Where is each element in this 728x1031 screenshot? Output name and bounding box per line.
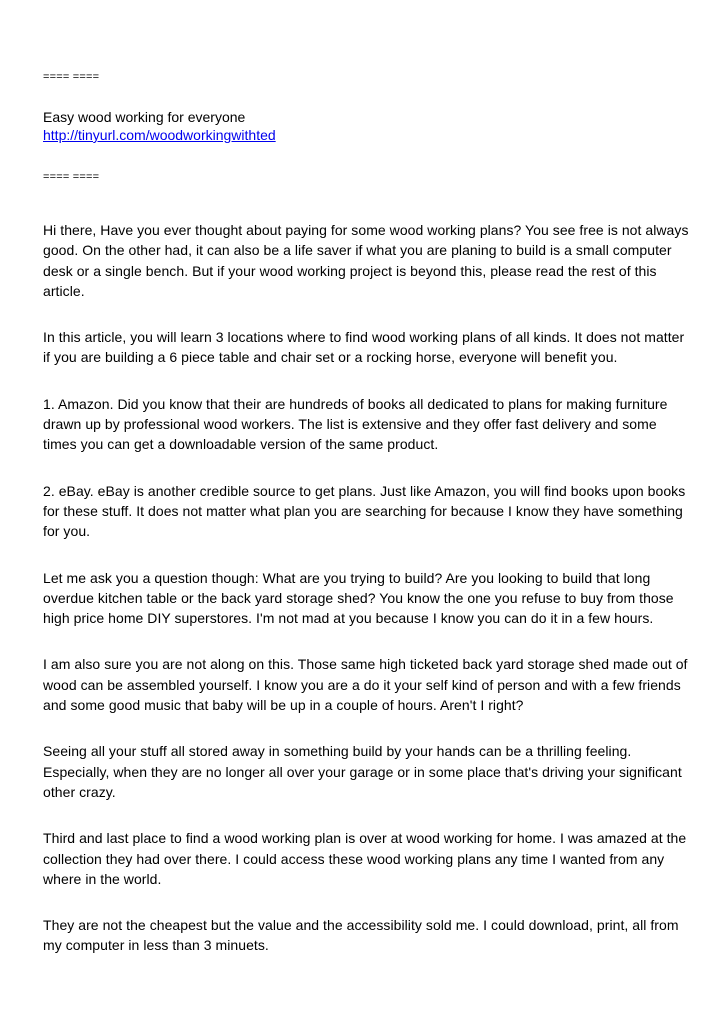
paragraph-7: Seeing all your stuff all stored away in something build by your hands can be a thrilling feeling. Especially, when they are no longer all over your garage or in some place that's driving your significant other crazy.	[43, 743, 682, 800]
paragraph-2: In this article, you will learn 3 locations where to find wood working plans of all kinds. It does not matter if you are building a 6 piece table and chair set or a rocking horse, everyone will benefit you.	[43, 329, 685, 366]
paragraph-5: Let me ask you a question though: What are you trying to build? Are you looking to build that long overdue kitchen table or the back yard storage shed? You know the one you refuse to buy from those high price home DIY superstores. I'm not mad at you because I know you can do it in a few hours.	[43, 569, 674, 627]
article-body	[43, 220, 693, 982]
paragraph-1: Hi there, Have you ever thought about paying for some wood working plans? You see free is not always good. On the other had, it can also be a life saver if what you are planing to build is a small computer desk or a single bench. But if your wood working project is beyond this, please read the rest of this article.	[43, 222, 689, 299]
paragraph-4: 2. eBay. eBay is another credible source to get plans. Just like Amazon, you will find books upon books for these stuff. It does not matter what plan you are searching for because I know they have something for you.	[43, 482, 686, 540]
paragraph-6: I am also sure you are not along on this. Those same high ticketed back yard storage shed made out of wood can be assembled yourself. I know you are a do it your self kind of person and with a few friends and some good music that baby will be up in a couple of hours. Aren't I right?	[43, 656, 688, 714]
header-title: Easy wood working for everyone	[43, 109, 246, 125]
header-link[interactable]: http://tinyurl.com/woodworkingwithted	[43, 127, 276, 143]
separator-top: ==== ====	[43, 71, 100, 83]
paragraph-3: 1. Amazon. Did you know that their are hundreds of books all dedicated to plans for making furniture drawn up by professional wood workers. The list is extensive and they offer fast delivery and some times you can get a downloadable version of the same product.	[43, 395, 668, 453]
separator-bottom: ==== ====	[43, 171, 100, 183]
paragraph-9: They are not the cheapest but the value and the accessibility sold me. I could download, print, all from my computer in less than 3 minuets.	[43, 917, 679, 954]
paragraph-8: Third and last place to find a wood working plan is over at wood working for home. I was amazed at the collection they had over there. I could access these wood working plans any time I wanted from any where in the world.	[43, 830, 687, 887]
